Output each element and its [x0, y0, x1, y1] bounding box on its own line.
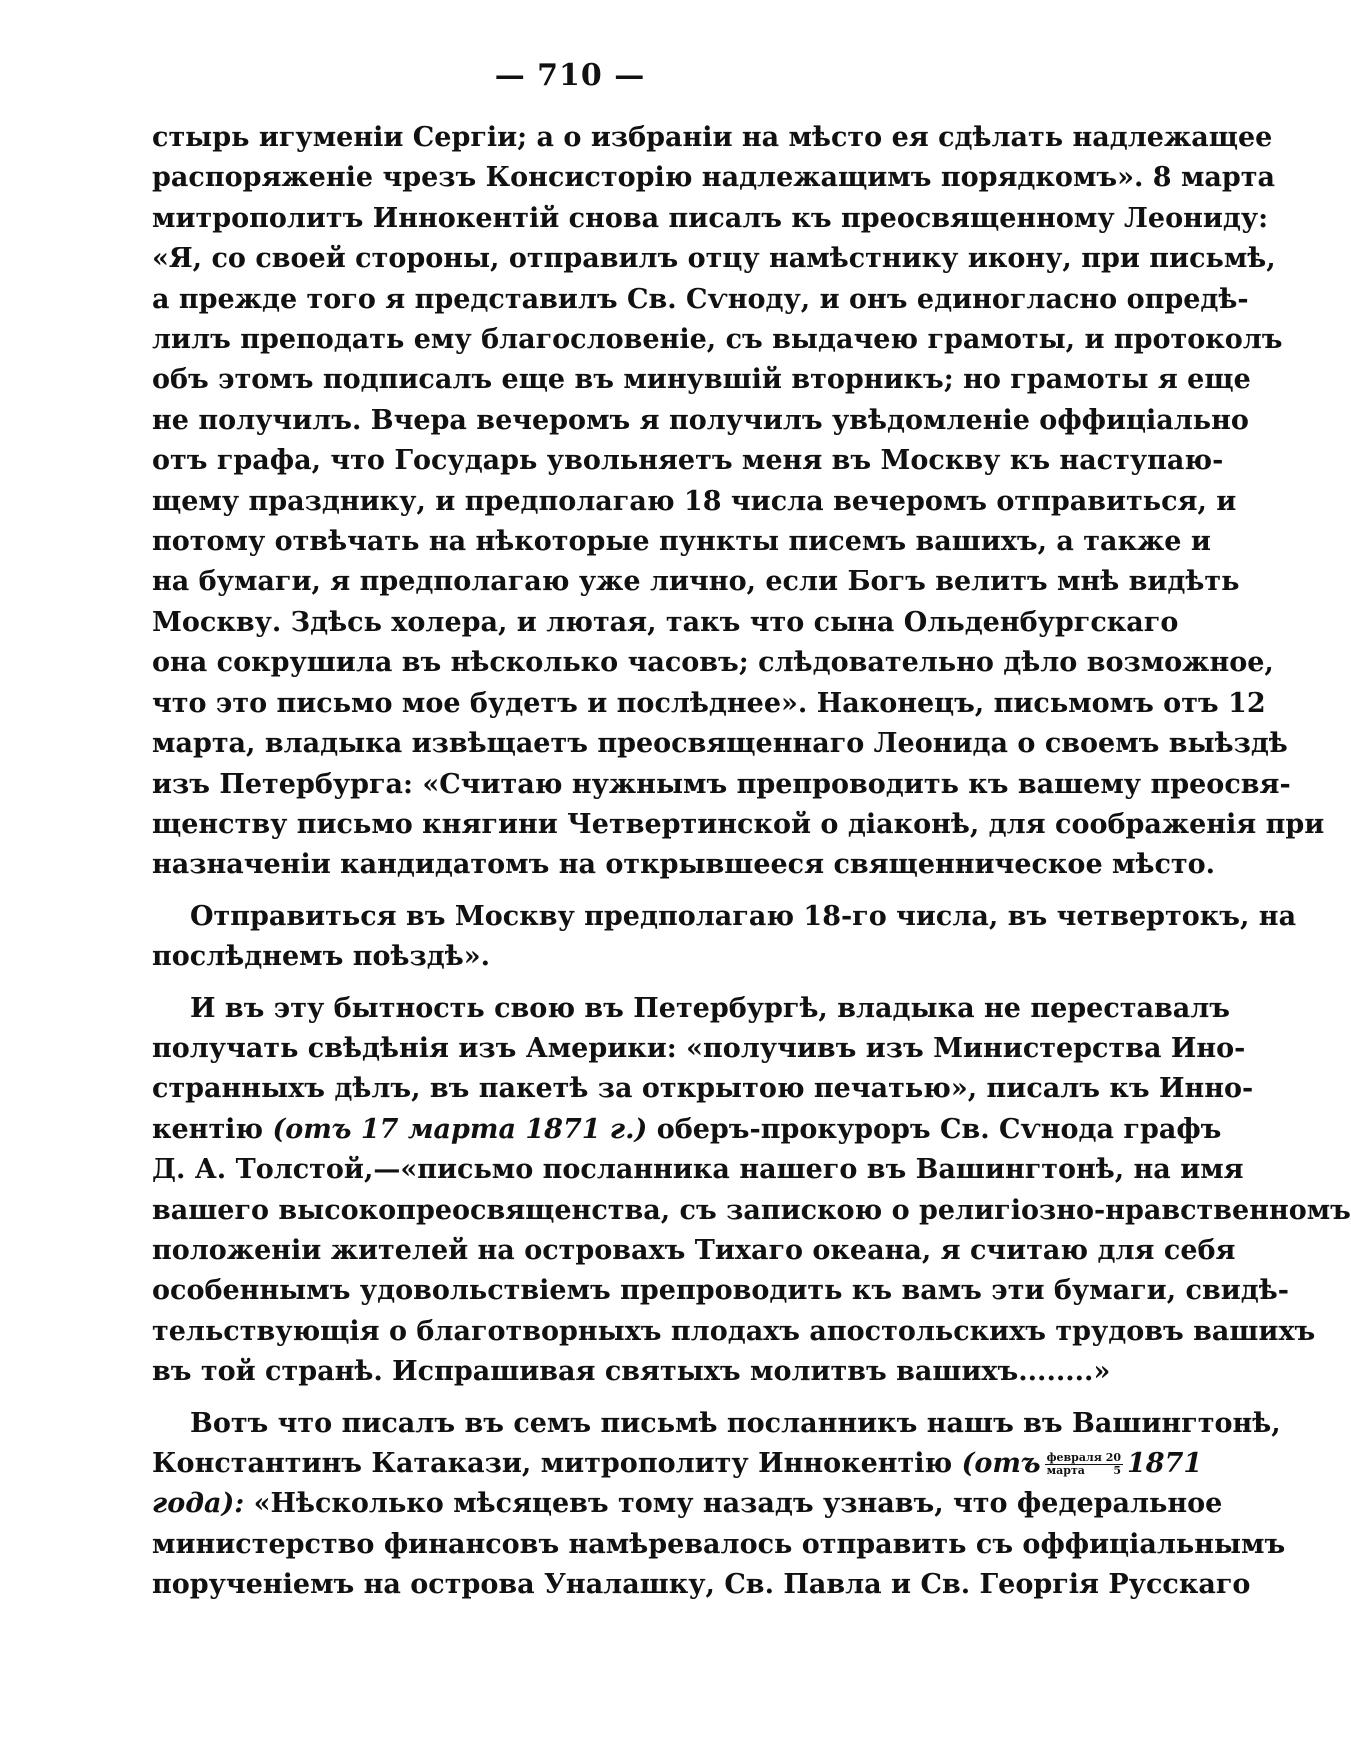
text-line: на бумаги, я предполагаю уже лично, если Богъ велитъ мнѣ видѣть [152, 566, 1240, 598]
date-fraction [1045, 1452, 1123, 1477]
text-line: послѣднемъ поѣздѣ». [152, 941, 490, 973]
text-line: не получилъ. Вчера вечеромъ я получилъ увѣдомленіе оффиціально [152, 404, 1249, 436]
paragraph-gap [152, 886, 1032, 897]
text-line: что это письмо мое будетъ и послѣднее». Наконецъ, письмомъ отъ 12 [152, 687, 1266, 719]
text-segment: оберъ-прокуроръ Св. Сѵнода графъ [647, 1113, 1222, 1145]
text-line: изъ Петербурга: «Считаю нужнымъ препроводить къ вашему преосвя- [152, 768, 1291, 800]
date-citation: (отъ 17 марта 1871 г.) [272, 1113, 648, 1145]
page-number: — 710 — [494, 58, 646, 93]
text-line: странныхъ дѣлъ, въ пакетѣ за открытою печатью», писалъ къ Инно- [152, 1073, 1254, 1105]
text-line: отъ графа, что Государь увольняетъ меня въ Москву къ наступаю- [152, 445, 1224, 477]
text-line: порученіемъ на острова Уналашку, Св. Павла и Св. Георгія Русскаго [152, 1569, 1251, 1601]
text-line: стырь игуменіи Сергіи; а о избраніи на мѣсто ея сдѣлать надлежащее [152, 122, 1273, 153]
text-line: тельствующія о благотворныхъ плодахъ апостольскихъ трудовъ вашихъ [152, 1315, 1316, 1347]
text-line: въ той странѣ. Испрашивая святыхъ молитвъ вашихъ........» [152, 1356, 1111, 1388]
paragraph-gap [152, 978, 1032, 989]
date-year: 1871 [1127, 1448, 1203, 1479]
text-line: министерство финансовъ намѣревалось отправить съ оффиціальнымъ [152, 1528, 1286, 1560]
text-line: положеніи жителей на островахъ Тихаго океана, я считаю для себя [152, 1234, 1236, 1266]
text-segment: «Нѣсколько мѣсяцевъ тому назадъ узнавъ, что федеральное [244, 1488, 1223, 1520]
text-line: потому отвѣчать на нѣкоторые пункты писемъ вашихъ, а также и [152, 526, 1211, 558]
text-line: Москву. Здѣсь холера, и лютая, такъ что сына Ольденбургскаго [152, 606, 1179, 638]
text-line: Вотъ что писалъ въ семъ письмѣ посланникъ нашъ въ Вашингтонѣ, [190, 1407, 1281, 1439]
text-line: марта, владыка извѣщаетъ преосвященнаго Леонида о своемъ выѣздѣ [152, 728, 1288, 760]
text-line: объ этомъ подписалъ еще въ минувшій вторникъ; но грамоты я еще [152, 364, 1251, 396]
date-citation: года): [152, 1488, 245, 1520]
text-line: вашего высокопреосвященства, съ запискою о религіозно-нравственномъ [152, 1194, 1351, 1226]
text-line: Д. А. Толстой,—«письмо посланника нашего въ Вашингтонѣ, на имя [152, 1154, 1244, 1186]
text-segment: Константинъ Катакази, митрополиту Иннокентію [152, 1448, 962, 1479]
text-line [152, 1444, 1203, 1484]
date-citation: (отъ [961, 1448, 1041, 1479]
text-line: Отправиться въ Москву предполагаю 18-го числа, въ четвертокъ, на [190, 900, 1297, 932]
body-text [152, 118, 1351, 1606]
paragraph-gap [152, 1393, 1032, 1404]
text-line: назначеніи кандидатомъ на открывшееся священническое мѣсто. [152, 849, 1216, 881]
text-line: она сокрушила въ нѣсколько часовъ; слѣдовательно дѣло возможное, [152, 647, 1274, 679]
text-line: И въ эту бытность свою въ Петербургѣ, владыка не переставалъ [190, 992, 1230, 1024]
text-line [152, 1110, 1222, 1150]
text-line: щенству письмо княгини Четвертинской о діаконѣ, для соображенія при [152, 808, 1325, 840]
text-line: лилъ преподать ему благословеніе, съ выдачею грамоты, и протоколъ [152, 324, 1283, 356]
text-line: «Я, со своей стороны, отправилъ отцу намѣстнику икону, при письмѣ, [152, 243, 1276, 275]
text-segment: кентію [152, 1113, 273, 1145]
text-line: а прежде того я представилъ Св. Сѵноду, и онъ единогласно опредѣ- [152, 283, 1249, 315]
fraction-denominator: марта 5 [1046, 1464, 1122, 1477]
text-line: получать свѣдѣнія изъ Америки: «получивъ изъ Министерства Ино- [152, 1032, 1246, 1064]
text-line: особеннымъ удовольствіемъ препроводить къ вамъ эти бумаги, свидѣ- [152, 1275, 1289, 1307]
text-line: митрополитъ Иннокентій снова писалъ къ преосвященному Леониду: [152, 202, 1269, 234]
text-line [152, 1484, 1223, 1524]
fraction-numerator: февраля 20 [1046, 1451, 1122, 1464]
text-line: щему празднику, и предполагаю 18 числа вечеромъ отправиться, и [152, 485, 1237, 517]
text-line: распоряженіе чрезъ Консисторію надлежащимъ порядкомъ». 8 марта [152, 162, 1276, 194]
